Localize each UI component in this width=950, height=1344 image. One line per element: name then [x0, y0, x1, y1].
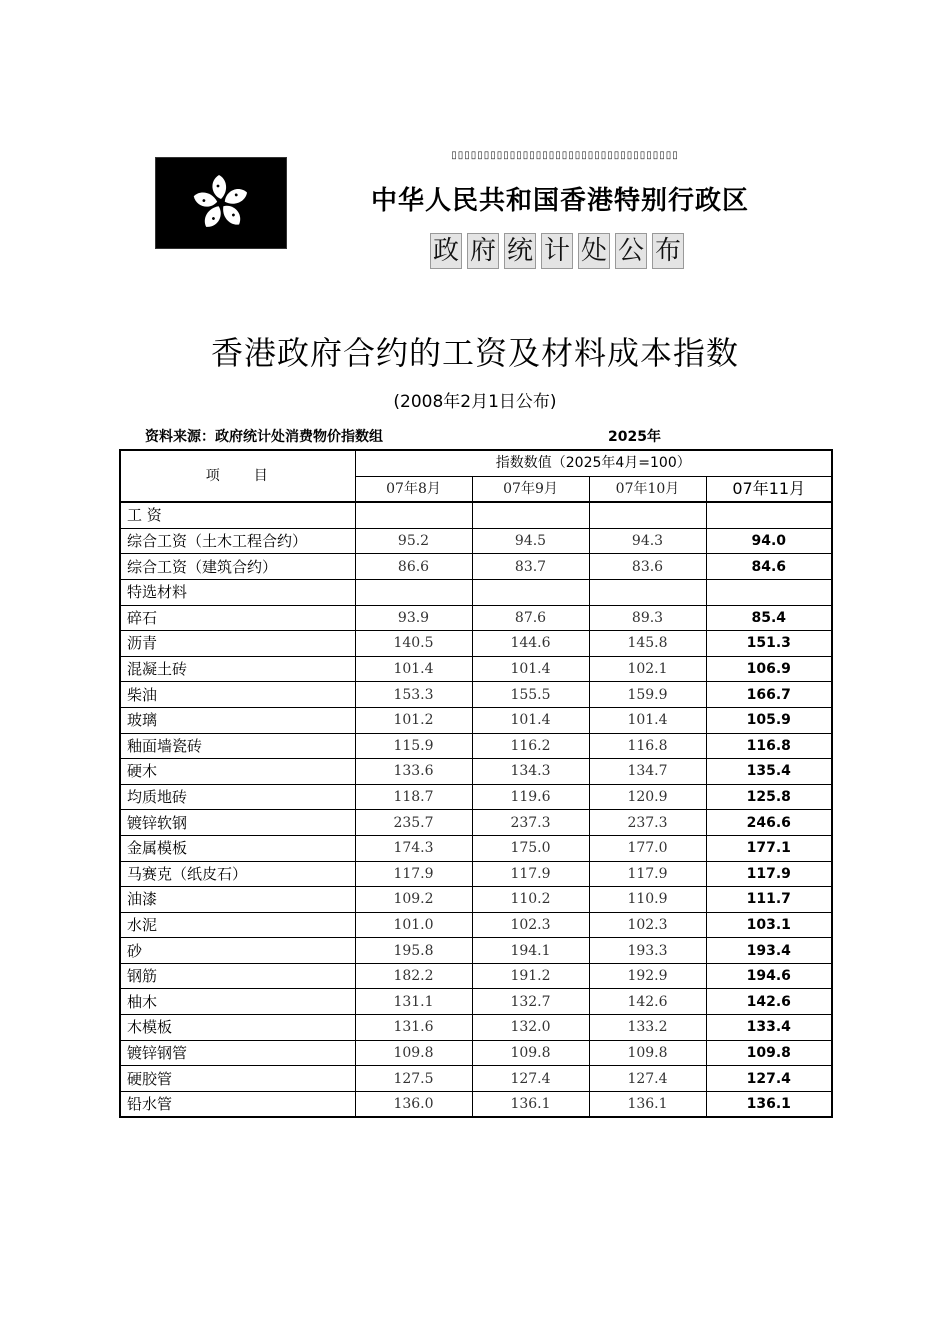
value-cell: 102.3	[472, 912, 589, 938]
hk-flag-emblem	[155, 157, 287, 249]
value-cell: 87.6	[472, 605, 589, 631]
table-row	[120, 938, 832, 964]
table-row	[120, 759, 832, 785]
table-row	[120, 1091, 832, 1117]
value-cell: 95.2	[355, 528, 472, 554]
value-cell-latest: 193.4	[706, 938, 832, 964]
value-cell: 83.6	[589, 554, 706, 580]
value-cell-latest: 116.8	[706, 733, 832, 759]
table-row	[120, 1040, 832, 1066]
empty-cell	[706, 502, 832, 528]
value-cell: 133.2	[589, 1015, 706, 1041]
month-header: 07年10月	[589, 476, 706, 502]
value-cell: 83.7	[472, 554, 589, 580]
value-cell: 194.1	[472, 938, 589, 964]
value-cell: 94.5	[472, 528, 589, 554]
section-row	[120, 579, 832, 605]
value-cell: 182.2	[355, 963, 472, 989]
table-row	[120, 682, 832, 708]
row-label: 硬胶管	[120, 1066, 355, 1092]
year-label: 2025年	[608, 429, 661, 445]
bauhinia-icon	[190, 172, 252, 234]
table-row	[120, 656, 832, 682]
empty-cell	[355, 502, 472, 528]
value-cell: 109.2	[355, 887, 472, 913]
value-cell-latest: 109.8	[706, 1040, 832, 1066]
value-cell-latest: 133.4	[706, 1015, 832, 1041]
value-cell: 120.9	[589, 784, 706, 810]
value-cell: 102.1	[589, 656, 706, 682]
value-cell: 94.3	[589, 528, 706, 554]
item-header: 项 目	[120, 450, 355, 502]
table-body	[120, 502, 832, 1117]
value-cell: 142.6	[589, 989, 706, 1015]
dept-char: 府	[467, 233, 499, 269]
row-label: 油漆	[120, 887, 355, 913]
value-cell-latest: 136.1	[706, 1091, 832, 1117]
value-cell: 102.3	[589, 912, 706, 938]
section-label: 特选材料	[120, 579, 355, 605]
value-cell: 115.9	[355, 733, 472, 759]
value-cell: 116.2	[472, 733, 589, 759]
month-header: 07年9月	[472, 476, 589, 502]
header-top-line: ▯▯▯▯▯▯▯▯▯▯▯▯▯▯▯▯▯▯▯▯▯▯▯▯▯▯▯▯▯▯▯▯▯▯▯	[451, 150, 679, 161]
value-cell: 118.7	[355, 784, 472, 810]
table-row	[120, 784, 832, 810]
index-table	[119, 449, 833, 1118]
value-cell: 101.4	[355, 656, 472, 682]
value-cell: 109.8	[355, 1040, 472, 1066]
row-label: 综合工资（土木工程合约）	[120, 528, 355, 554]
value-cell: 119.6	[472, 784, 589, 810]
dept-char: 统	[504, 233, 536, 269]
value-cell-latest: 106.9	[706, 656, 832, 682]
row-label: 碎石	[120, 605, 355, 631]
value-cell: 177.0	[589, 835, 706, 861]
row-label: 镀锌钢管	[120, 1040, 355, 1066]
row-label: 均质地砖	[120, 784, 355, 810]
dept-char: 处	[578, 233, 610, 269]
value-cell: 159.9	[589, 682, 706, 708]
value-cell: 237.3	[472, 810, 589, 836]
row-label: 木模板	[120, 1015, 355, 1041]
value-cell: 140.5	[355, 631, 472, 657]
row-label: 金属模板	[120, 835, 355, 861]
table-row	[120, 707, 832, 733]
value-cell: 136.1	[472, 1091, 589, 1117]
value-cell: 136.0	[355, 1091, 472, 1117]
row-label: 综合工资（建筑合约）	[120, 554, 355, 580]
row-label: 水泥	[120, 912, 355, 938]
value-cell: 116.8	[589, 733, 706, 759]
row-label: 硬木	[120, 759, 355, 785]
value-cell: 195.8	[355, 938, 472, 964]
row-label: 钢筋	[120, 963, 355, 989]
value-cell: 86.6	[355, 554, 472, 580]
month-header-latest: 07年11月	[706, 476, 832, 502]
value-cell-latest: 103.1	[706, 912, 832, 938]
table-row	[120, 631, 832, 657]
dept-char: 计	[541, 233, 573, 269]
row-label: 砂	[120, 938, 355, 964]
table-row	[120, 963, 832, 989]
value-cell-latest: 194.6	[706, 963, 832, 989]
section-label: 工 资	[120, 502, 355, 528]
empty-cell	[589, 502, 706, 528]
value-cell: 127.4	[589, 1066, 706, 1092]
value-cell: 101.0	[355, 912, 472, 938]
empty-cell	[472, 579, 589, 605]
value-cell: 134.3	[472, 759, 589, 785]
table-row	[120, 1015, 832, 1041]
table-row	[120, 887, 832, 913]
row-label: 沥青	[120, 631, 355, 657]
value-cell: 131.6	[355, 1015, 472, 1041]
value-cell-latest: 177.1	[706, 835, 832, 861]
row-label: 柴油	[120, 682, 355, 708]
value-cell-latest: 111.7	[706, 887, 832, 913]
table-row	[120, 1066, 832, 1092]
value-cell: 101.4	[472, 656, 589, 682]
section-row	[120, 502, 832, 528]
table-row	[120, 528, 832, 554]
row-label: 马赛克（纸皮石）	[120, 861, 355, 887]
row-label: 柚木	[120, 989, 355, 1015]
row-label: 混凝土砖	[120, 656, 355, 682]
dept-char: 政	[430, 233, 462, 269]
empty-cell	[589, 579, 706, 605]
row-label: 铅水管	[120, 1091, 355, 1117]
dept-char: 公	[615, 233, 647, 269]
value-cell: 89.3	[589, 605, 706, 631]
value-cell: 101.4	[589, 707, 706, 733]
value-cell: 136.1	[589, 1091, 706, 1117]
dept-name-boxes	[430, 233, 684, 269]
dept-char: 布	[652, 233, 684, 269]
data-source: 资料来源：政府统计处消费物价指数组	[145, 429, 383, 445]
value-cell: 237.3	[589, 810, 706, 836]
value-cell-latest: 125.8	[706, 784, 832, 810]
value-cell-latest: 246.6	[706, 810, 832, 836]
value-cell: 93.9	[355, 605, 472, 631]
table-row	[120, 554, 832, 580]
row-label: 镀锌软钢	[120, 810, 355, 836]
value-cell: 193.3	[589, 938, 706, 964]
value-cell-latest: 127.4	[706, 1066, 832, 1092]
value-cell: 132.0	[472, 1015, 589, 1041]
value-cell-latest: 85.4	[706, 605, 832, 631]
value-cell: 192.9	[589, 963, 706, 989]
empty-cell	[472, 502, 589, 528]
value-cell: 174.3	[355, 835, 472, 861]
value-cell: 101.4	[472, 707, 589, 733]
value-cell: 155.5	[472, 682, 589, 708]
value-cell: 175.0	[472, 835, 589, 861]
row-label: 釉面墙瓷砖	[120, 733, 355, 759]
value-cell: 153.3	[355, 682, 472, 708]
value-cell: 127.4	[472, 1066, 589, 1092]
value-cell: 110.9	[589, 887, 706, 913]
value-cell-latest: 151.3	[706, 631, 832, 657]
value-cell: 131.1	[355, 989, 472, 1015]
value-cell: 133.6	[355, 759, 472, 785]
row-label: 玻璃	[120, 707, 355, 733]
value-cell: 191.2	[472, 963, 589, 989]
empty-cell	[706, 579, 832, 605]
value-cell: 117.9	[589, 861, 706, 887]
value-cell-latest: 135.4	[706, 759, 832, 785]
table-row	[120, 810, 832, 836]
value-cell-latest: 142.6	[706, 989, 832, 1015]
value-cell-latest: 94.0	[706, 528, 832, 554]
empty-cell	[355, 579, 472, 605]
value-cell: 145.8	[589, 631, 706, 657]
index-header: 指数数值（2025年4月=100）	[355, 450, 832, 476]
table-row	[120, 605, 832, 631]
page-title: 香港政府合约的工资及材料成本指数	[210, 334, 739, 372]
value-cell: 132.7	[472, 989, 589, 1015]
value-cell: 109.8	[472, 1040, 589, 1066]
value-cell: 101.2	[355, 707, 472, 733]
table-row	[120, 912, 832, 938]
value-cell-latest: 117.9	[706, 861, 832, 887]
table-row	[120, 733, 832, 759]
month-header: 07年8月	[355, 476, 472, 502]
table-row	[120, 861, 832, 887]
value-cell: 109.8	[589, 1040, 706, 1066]
release-date: (2008年2月1日公布)	[393, 392, 557, 412]
value-cell-latest: 84.6	[706, 554, 832, 580]
table-row	[120, 989, 832, 1015]
value-cell: 110.2	[472, 887, 589, 913]
table-row	[120, 835, 832, 861]
value-cell-latest: 105.9	[706, 707, 832, 733]
org-name: 中华人民共和国香港特别行政区	[370, 186, 749, 216]
value-cell: 117.9	[472, 861, 589, 887]
value-cell-latest: 166.7	[706, 682, 832, 708]
value-cell: 127.5	[355, 1066, 472, 1092]
value-cell: 117.9	[355, 861, 472, 887]
value-cell: 134.7	[589, 759, 706, 785]
value-cell: 235.7	[355, 810, 472, 836]
value-cell: 144.6	[472, 631, 589, 657]
